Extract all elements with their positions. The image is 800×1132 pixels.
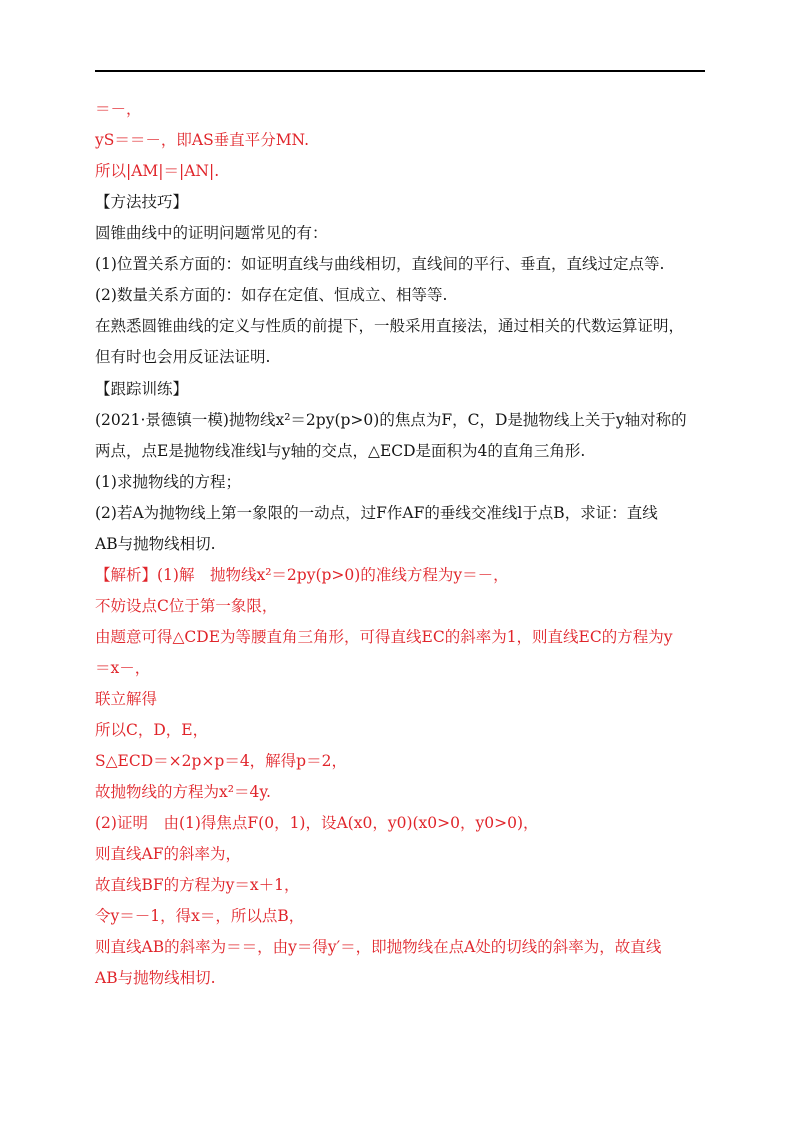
text-line: (2)数量关系方面的：如存在定值、恒成立、相等等.: [95, 286, 448, 304]
text-line: yS＝＝－，即AS垂直平分MN.: [95, 131, 310, 149]
text-line: 圆锥曲线中的证明问题常见的有：: [95, 224, 328, 242]
text-line: 所以|AM|＝|AN|.: [95, 162, 220, 180]
solution-line: S△ECD＝×2p×p＝4，解得p＝2，: [95, 752, 347, 770]
section-heading-practice: 【跟踪训练】: [95, 380, 189, 398]
solution-line: 故直线BF的方程为y＝x＋1，: [95, 876, 300, 894]
text-line: 但有时也会用反证法证明.: [95, 348, 271, 366]
problem-line: (1)求抛物线的方程；: [95, 473, 241, 491]
problem-line: (2)若A为抛物线上第一象限的一动点，过F作AF的垂线交准线l于点B，求证：直线: [95, 504, 658, 522]
solution-line: 不妨设点C位于第一象限，: [95, 597, 278, 615]
solution-line: ＝x－，: [95, 659, 151, 677]
solution-line: 则直线AF的斜率为，: [95, 845, 241, 863]
section-heading-method-tips: 【方法技巧】: [95, 193, 189, 211]
text-line: ＝－，: [95, 100, 142, 118]
solution-line: (2)证明 由(1)得焦点F(0，1)，设A(x0，y0)(x0>0，y0>0)，: [95, 814, 539, 832]
problem-line: AB与抛物线相切.: [95, 535, 216, 553]
solution-line: 令y＝－1，得x＝，所以点B，: [95, 907, 305, 925]
solution-line: 所以C，D，E，: [95, 721, 209, 739]
solution-line: 由题意可得△CDE为等腰直角三角形，可得直线EC的斜率为1，则直线EC的方程为y: [95, 628, 673, 646]
solution-line: 则直线AB的斜率为＝＝，由y＝得y′＝，即抛物线在点A处的切线的斜率为，故直线: [95, 938, 662, 956]
problem-line: 两点，点E是抛物线准线l与y轴的交点，△ECD是面积为4的直角三角形.: [95, 442, 586, 460]
solution-line: AB与抛物线相切.: [95, 969, 216, 987]
solution-line: 联立解得: [95, 690, 158, 708]
problem-line: (2021·景德镇一模)抛物线x²＝2py(p>0)的焦点为F，C，D是抛物线上关于y轴对称的: [95, 411, 687, 429]
solution-line: 【解析】(1)解 抛物线x²＝2py(p>0)的准线方程为y＝－，: [95, 566, 509, 584]
solution-line: 故抛物线的方程为x²＝4y.: [95, 783, 271, 801]
text-line: (1)位置关系方面的：如证明直线与曲线相切，直线间的平行、垂直，直线过定点等.: [95, 255, 665, 273]
text-line: 在熟悉圆锥曲线的定义与性质的前提下，一般采用直接法，通过相关的代数运算证明，: [95, 317, 685, 335]
header-rule: [95, 70, 705, 72]
